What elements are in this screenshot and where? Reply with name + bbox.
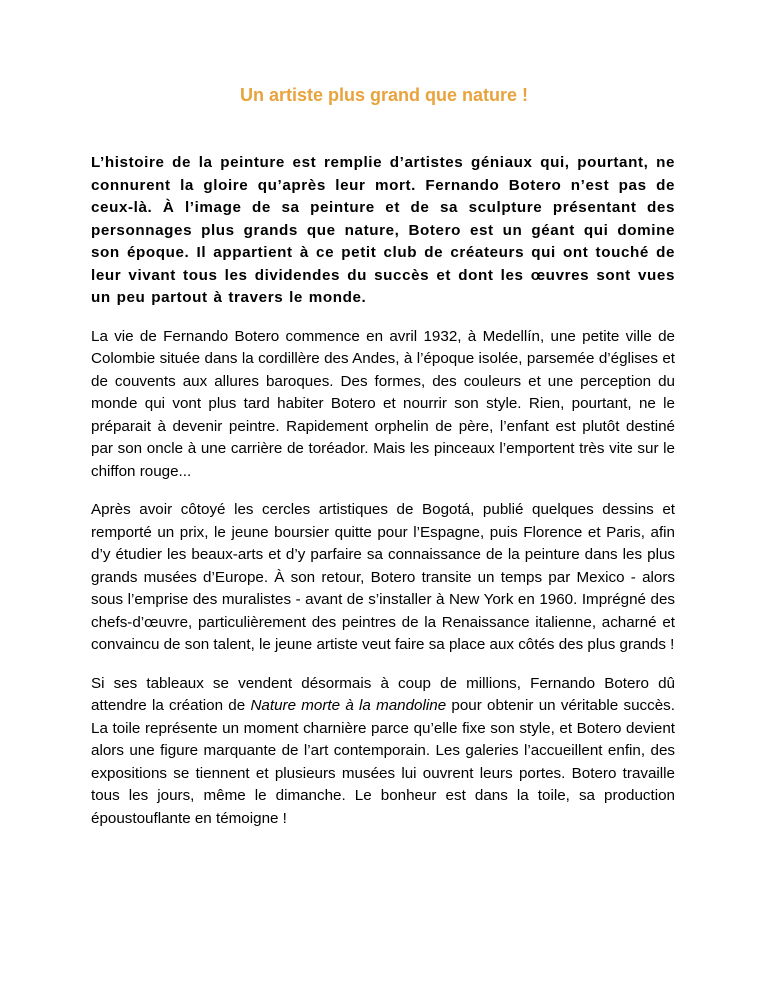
page-title: Un artiste plus grand que nature ! [239,85,529,105]
paragraph-success-text-after: pour obtenir un véritable succès. La toile représente un moment charnière parce qu’elle fixe son style, et Botero devient alors une figure marquante de l’art contemporain. Les galeries l’accueillent enfin, des expositions se tiennent et plusieurs musées lui ouvrent leurs portes. Botero travaille tous les jours, même le dimanche. Le bonheur est dans la toile, sa production époustouflante en témoigne ! [91,697,675,827]
paragraph-training: Après avoir côtoyé les cercles artistiques de Bogotá, publié quelques dessins et remporté un prix, le jeune boursier quitte pour l’Espagne, puis Florence et Paris, afin d’y étudier les beaux-arts et d’y parfaire sa connaissance de la peinture dans les plus grands musées d’Europe. À son retour, Botero transite un temps par Mexico - alors sous l’emprise des muralistes - avant de s’installer à New York en 1960. Imprégné des chefs-d’œuvre, particulièrement des peintres de la Renaissance italienne, acharné et convaincu de son talent, le jeune artiste veut faire sa place aux côtés des plus grands ! [91,501,675,653]
paragraph-success-text-before: Si ses tableaux se vendent désormais à coup de millions, Fernando Botero dû attendre la création de [91,674,675,714]
article-body [91,152,675,846]
paragraph-early-life: La vie de Fernando Botero commence en avril 1932, à Medellín, une petite ville de Colombie située dans la cordillère des Andes, à l’époque isolée, parsemée d’églises et de couvents aux allures baroques. Des formes, des couleurs et une perception du monde qui vont plus tard habiter Botero et nourrir son style. Rien, pourtant, ne le préparait à devenir peintre. Rapidement orphelin de père, l’enfant est plutôt destiné par son oncle à une carrière de toréador. Mais les pinceaux l’emportent très vite sur le chiffon rouge... [91,327,675,480]
artwork-title: Nature morte à la mandoline [250,697,447,714]
paragraph-success [91,673,675,831]
intro-paragraph: L’histoire de la peinture est remplie d’artistes géniaux qui, pourtant, ne connurent la gloire qu’après leur mort. Fernando Botero n’est pas de ceux-là. À l’image de sa peinture et de sa sculpture présentant des personnages plus grands que nature, Botero est un géant qui domine son époque. Il appartient à ce petit club de créateurs qui ont touché de leur vivant tous les dividendes du succès et dont les œuvres sont vues un peu partout à travers le monde. [91,154,675,306]
